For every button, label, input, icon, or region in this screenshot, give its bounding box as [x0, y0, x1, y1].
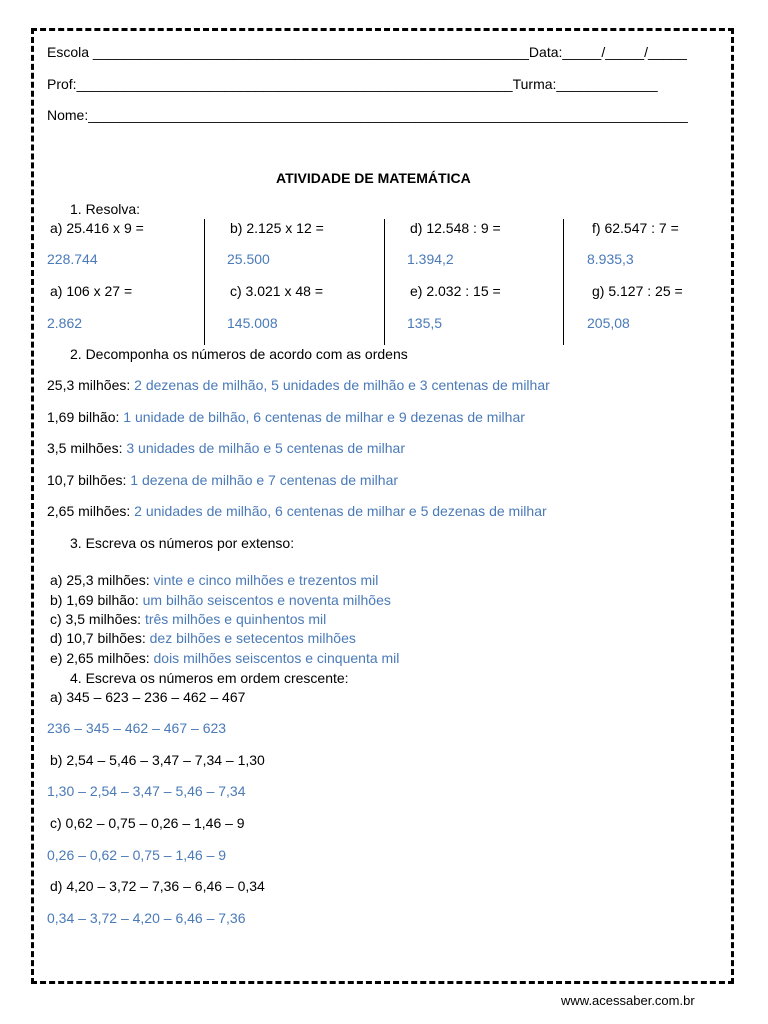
- q3-label: c) 3,5 milhões:: [50, 611, 145, 627]
- q3-label: e) 2,65 milhões:: [50, 650, 154, 666]
- page-title: ATIVIDADE DE MATEMÁTICA: [276, 170, 471, 186]
- q1-problem: a) 25.416 x 9 =: [50, 220, 144, 236]
- q3-answer: três milhões e quinhentos mil: [144, 611, 327, 627]
- q2-answer: 1 dezena de milhão e 7 centenas de milhar: [130, 472, 399, 488]
- column-divider: [204, 219, 205, 345]
- q3-item: [50, 611, 326, 628]
- q3-item: [50, 630, 356, 647]
- q1-answer: 1.394,2: [407, 251, 454, 267]
- q2-item: [47, 377, 550, 394]
- q3-label: b) 1,69 bilhão:: [50, 592, 143, 608]
- q4-answer: 0,34 – 3,72 – 4,20 – 6,46 – 7,36: [47, 910, 246, 926]
- q1-problem: e) 2.032 : 15 =: [410, 283, 501, 299]
- q1-answer: 25.500: [227, 251, 270, 267]
- q3-item: [50, 592, 391, 609]
- q2-heading: 2. Decomponha os números de acordo com as ordens: [70, 346, 408, 362]
- q1-problem: b) 2.125 x 12 =: [230, 220, 324, 236]
- q1-answer: 145.008: [227, 315, 278, 331]
- q4-problem: c) 0,62 – 0,75 – 0,26 – 1,46 – 9: [50, 815, 245, 831]
- q4-heading: 4. Escreva os números em ordem crescente:: [70, 670, 349, 686]
- q1-answer: 205,08: [587, 315, 630, 331]
- q2-item: [47, 503, 547, 520]
- q4-answer: 236 – 345 – 462 – 467 – 623: [47, 720, 227, 736]
- q3-item: [50, 650, 399, 667]
- q3-answer: um bilhão seiscentos e noventa milhões: [142, 592, 391, 608]
- q1-answer: 8.935,3: [587, 251, 634, 267]
- q3-answer: vinte e cinco milhões e trezentos mil: [153, 572, 379, 588]
- q1-problem: f) 62.547 : 7 =: [592, 220, 679, 236]
- column-divider: [384, 219, 385, 345]
- prof-line: Prof:________________________________________________________Turma:_____________: [47, 76, 658, 92]
- q2-answer: 1 unidade de bilhão, 6 centenas de milhar e 9 dezenas de milhar: [123, 409, 525, 425]
- q2-label: 25,3 milhões:: [47, 377, 135, 393]
- q1-answer: 135,5: [407, 315, 443, 331]
- q2-answer: 2 unidades de milhão, 6 centenas de milhar e 5 dezenas de milhar: [134, 503, 547, 519]
- q1-answer: 228.744: [47, 251, 98, 267]
- q3-answer: dois milhões seiscentos e cinquenta mil: [153, 650, 400, 666]
- escola-line: Escola ________________________________________________________Data:_____/_____/_____: [47, 44, 687, 60]
- q3-answer: dez bilhões e setecentos milhões: [149, 630, 356, 646]
- q4-answer: 1,30 – 2,54 – 3,47 – 5,46 – 7,34: [47, 783, 246, 799]
- q1-problem: g) 5.127 : 25 =: [592, 283, 683, 299]
- q3-item: [50, 572, 378, 589]
- nome-line: Nome:_____________________________________________________________________________: [47, 107, 688, 123]
- footer-url: www.acessaber.com.br: [561, 993, 695, 1008]
- q1-problem: d) 12.548 : 9 =: [410, 220, 501, 236]
- q2-answer: 3 unidades de milhão e 5 centenas de milhar: [126, 440, 406, 456]
- q1-heading: 1. Resolva:: [70, 201, 141, 217]
- q2-label: 2,65 milhões:: [47, 503, 135, 519]
- column-divider: [563, 219, 564, 345]
- q2-item: [47, 472, 398, 489]
- q1-problem: c) 3.021 x 48 =: [230, 283, 324, 299]
- q1-problem: a) 106 x 27 =: [50, 283, 133, 299]
- q4-problem: d) 4,20 – 3,72 – 7,36 – 6,46 – 0,34: [50, 878, 265, 894]
- q3-label: d) 10,7 bilhões:: [50, 630, 150, 646]
- q2-item: [47, 440, 405, 457]
- q4-problem: a) 345 – 623 – 236 – 462 – 467: [50, 689, 246, 705]
- q1-answer: 2.862: [47, 315, 83, 331]
- q2-label: 10,7 bilhões:: [47, 472, 131, 488]
- q2-label: 3,5 milhões:: [47, 440, 127, 456]
- q3-label: a) 25,3 milhões:: [50, 572, 154, 588]
- q2-label: 1,69 bilhão:: [47, 409, 124, 425]
- q3-heading: 3. Escreva os números por extenso:: [70, 535, 295, 551]
- q2-answer: 2 dezenas de milhão, 5 unidades de milhão e 3 centenas de milhar: [134, 377, 550, 393]
- q2-item: [47, 409, 525, 426]
- q4-answer: 0,26 – 0,62 – 0,75 – 1,46 – 9: [47, 847, 227, 863]
- q4-problem: b) 2,54 – 5,46 – 3,47 – 7,34 – 1,30: [50, 752, 265, 768]
